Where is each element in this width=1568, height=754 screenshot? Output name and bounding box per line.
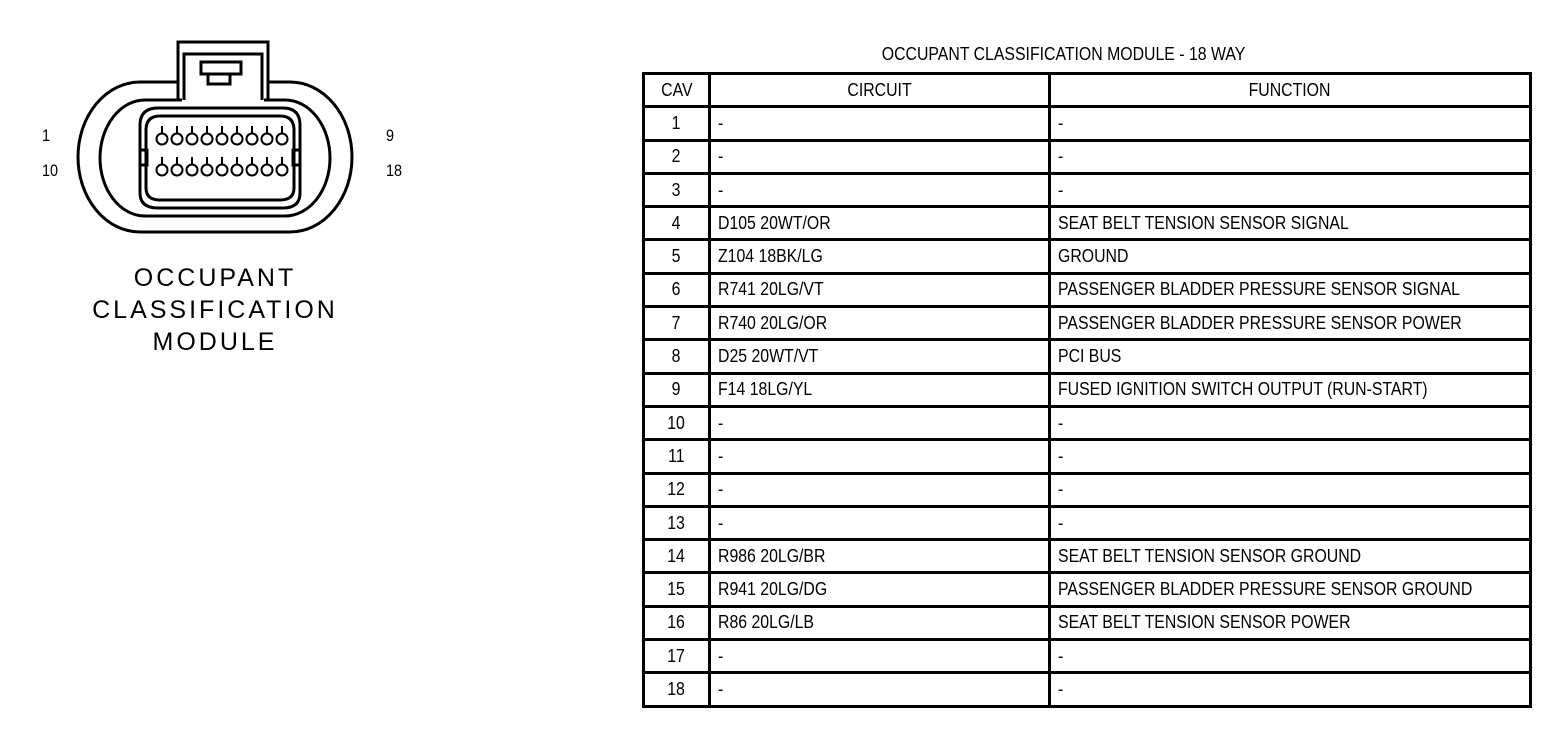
cav-cell	[644, 440, 710, 473]
function-cell-text: -	[1058, 645, 1064, 666]
header-circuit	[710, 74, 1050, 107]
circuit-cell	[710, 506, 1050, 539]
table-row	[644, 606, 1531, 639]
circuit-cell	[710, 640, 1050, 673]
cavity-housing-inner	[146, 116, 294, 200]
circuit-cell	[710, 240, 1050, 273]
pin-cavities	[157, 126, 288, 176]
cav-cell	[644, 506, 710, 539]
circuit-cell	[710, 673, 1050, 706]
cav-cell	[644, 473, 710, 506]
function-cell	[1050, 606, 1531, 639]
connector-name-line-3: MODULE	[152, 328, 278, 356]
circuit-cell	[710, 273, 1050, 306]
circuit-cell	[710, 173, 1050, 206]
function-cell-text: -	[1058, 479, 1064, 500]
cav-cell-text: 5	[672, 246, 681, 267]
table-row	[644, 573, 1531, 606]
table-title	[642, 44, 1486, 65]
table-row	[644, 640, 1531, 673]
circuit-cell-text: -	[718, 179, 724, 200]
connector-name-line-1: OCCUPANT	[133, 264, 297, 292]
pin-cavity	[232, 165, 243, 176]
cav-cell-text: 4	[672, 212, 681, 233]
pin-cavity	[262, 134, 273, 145]
circuit-cell-text: -	[718, 678, 724, 699]
cav-cell	[644, 406, 710, 439]
connector-face-diagram	[0, 0, 600, 260]
table-row	[644, 340, 1531, 373]
table-row	[644, 173, 1531, 206]
circuit-cell-text: R741 20LG/VT	[718, 279, 824, 300]
cav-cell	[644, 573, 710, 606]
function-cell-text: -	[1058, 112, 1064, 133]
cav-cell-text: 9	[672, 379, 681, 400]
circuit-cell	[710, 440, 1050, 473]
cav-cell	[644, 640, 710, 673]
table-row	[644, 406, 1531, 439]
table-row	[644, 240, 1531, 273]
circuit-cell-text: -	[718, 412, 724, 433]
function-cell-text: -	[1058, 445, 1064, 466]
connector-name	[60, 262, 370, 358]
circuit-cell-text: F14 18LG/YL	[718, 379, 813, 400]
circuit-cell	[710, 107, 1050, 140]
function-cell	[1050, 406, 1531, 439]
pin-cavity	[247, 165, 258, 176]
circuit-cell	[710, 406, 1050, 439]
table-header-row	[644, 74, 1531, 107]
function-cell-text: -	[1058, 512, 1064, 533]
latch-lock	[201, 62, 241, 74]
pin-cavity	[217, 165, 228, 176]
latch-lock-slot	[208, 74, 230, 84]
pin-cavity	[172, 134, 183, 145]
table-row	[644, 107, 1531, 140]
function-cell	[1050, 506, 1531, 539]
function-cell-text: SEAT BELT TENSION SENSOR POWER	[1058, 612, 1351, 633]
circuit-cell-text: -	[718, 146, 724, 167]
cav-cell	[644, 107, 710, 140]
cav-cell	[644, 240, 710, 273]
table-row	[644, 473, 1531, 506]
cav-cell-text: 12	[667, 479, 686, 500]
connector-name-line-2: CLASSIFICATION	[92, 296, 338, 324]
function-cell	[1050, 307, 1531, 340]
cav-cell-text: 8	[672, 346, 681, 367]
circuit-cell	[710, 540, 1050, 573]
function-cell	[1050, 173, 1531, 206]
cav-cell-text: 16	[667, 612, 686, 633]
pinout-table	[642, 72, 1532, 708]
circuit-cell-text: R86 20LG/LB	[718, 612, 814, 633]
circuit-cell-text: -	[718, 445, 724, 466]
function-cell	[1050, 140, 1531, 173]
pin-cavity	[172, 165, 183, 176]
cav-cell	[644, 273, 710, 306]
circuit-cell	[710, 207, 1050, 240]
function-cell	[1050, 540, 1531, 573]
function-cell	[1050, 673, 1531, 706]
circuit-cell	[710, 373, 1050, 406]
pin-cavity	[202, 165, 213, 176]
function-cell-text: FUSED IGNITION SWITCH OUTPUT (RUN-START)	[1058, 379, 1428, 400]
latch-tab	[178, 42, 268, 100]
circuit-cell-text: R740 20LG/OR	[718, 312, 828, 333]
table-row	[644, 540, 1531, 573]
table-row	[644, 307, 1531, 340]
circuit-cell	[710, 307, 1050, 340]
function-cell-text: PASSENGER BLADDER PRESSURE SENSOR GROUND	[1058, 579, 1473, 600]
table-row	[644, 207, 1531, 240]
pin-label-9: 9	[386, 126, 395, 145]
cav-cell	[644, 207, 710, 240]
circuit-cell	[710, 340, 1050, 373]
function-cell-text: SEAT BELT TENSION SENSOR SIGNAL	[1058, 212, 1349, 233]
table-row	[644, 140, 1531, 173]
cav-cell-text: 2	[672, 146, 681, 167]
circuit-cell	[710, 606, 1050, 639]
cav-cell	[644, 173, 710, 206]
function-cell	[1050, 373, 1531, 406]
circuit-cell-text: D105 20WT/OR	[718, 212, 831, 233]
cav-cell	[644, 307, 710, 340]
table-row	[644, 506, 1531, 539]
function-cell-text: -	[1058, 678, 1064, 699]
pin-cavity	[187, 165, 198, 176]
function-cell	[1050, 473, 1531, 506]
header-cav-text: CAV	[660, 79, 693, 100]
cav-cell-text: 11	[668, 445, 685, 466]
cav-cell-text: 10	[667, 412, 686, 433]
header-circuit-text: CIRCUIT	[847, 79, 912, 100]
pin-cavity	[202, 134, 213, 145]
function-cell	[1050, 440, 1531, 473]
pin-cavity	[217, 134, 228, 145]
cav-cell-text: 1	[672, 112, 681, 133]
function-cell-text: PASSENGER BLADDER PRESSURE SENSOR SIGNAL	[1058, 279, 1460, 300]
circuit-cell-text: R986 20LG/BR	[718, 545, 826, 566]
table-title-text: OCCUPANT CLASSIFICATION MODULE - 18 WAY	[882, 44, 1246, 64]
table-row	[644, 440, 1531, 473]
function-cell	[1050, 340, 1531, 373]
function-cell	[1050, 107, 1531, 140]
pin-label-10: 10	[42, 161, 59, 180]
pin-cavity	[157, 134, 168, 145]
function-cell-text: SEAT BELT TENSION SENSOR GROUND	[1058, 545, 1362, 566]
cav-cell-text: 6	[672, 279, 681, 300]
pin-cavity	[277, 165, 288, 176]
circuit-cell-text: -	[718, 479, 724, 500]
function-cell-text: -	[1058, 146, 1064, 167]
cav-cell-text: 13	[667, 512, 686, 533]
circuit-cell-text: Z104 18BK/LG	[718, 246, 823, 267]
circuit-cell-text: -	[718, 512, 724, 533]
cav-cell-text: 15	[667, 579, 686, 600]
circuit-cell-text: -	[718, 112, 724, 133]
cav-cell-text: 7	[672, 312, 681, 333]
pin-cavity	[262, 165, 273, 176]
function-cell	[1050, 273, 1531, 306]
circuit-cell-text: -	[718, 645, 724, 666]
cav-cell	[644, 140, 710, 173]
function-cell	[1050, 573, 1531, 606]
cav-cell-text: 14	[667, 545, 686, 566]
cav-cell	[644, 540, 710, 573]
function-cell	[1050, 640, 1531, 673]
cav-cell	[644, 340, 710, 373]
function-cell-text: -	[1058, 412, 1064, 433]
pin-cavity	[247, 134, 258, 145]
function-cell-text: PASSENGER BLADDER PRESSURE SENSOR POWER	[1058, 312, 1462, 333]
circuit-cell	[710, 473, 1050, 506]
pin-cavity	[232, 134, 243, 145]
table-row	[644, 673, 1531, 706]
function-cell	[1050, 207, 1531, 240]
pin-label-1: 1	[42, 126, 51, 145]
circuit-cell-text: R941 20LG/DG	[718, 579, 828, 600]
function-cell-text: -	[1058, 179, 1064, 200]
function-cell-text: GROUND	[1058, 246, 1129, 267]
table-body	[644, 107, 1531, 706]
cav-cell	[644, 373, 710, 406]
header-cav	[644, 74, 710, 107]
cav-cell	[644, 673, 710, 706]
cav-cell	[644, 606, 710, 639]
cav-cell-text: 18	[667, 678, 686, 699]
circuit-cell	[710, 573, 1050, 606]
circuit-cell-text: D25 20WT/VT	[718, 346, 819, 367]
function-cell-text: PCI BUS	[1058, 346, 1122, 367]
pin-label-18: 18	[386, 161, 403, 180]
pin-cavity	[187, 134, 198, 145]
function-cell	[1050, 240, 1531, 273]
circuit-cell	[710, 140, 1050, 173]
pin-cavity	[157, 165, 168, 176]
cavity-housing	[140, 108, 300, 208]
pin-cavity	[277, 134, 288, 145]
header-function	[1050, 74, 1531, 107]
table-row	[644, 273, 1531, 306]
cav-cell-text: 3	[672, 179, 681, 200]
header-function-text: FUNCTION	[1248, 79, 1331, 100]
cav-cell-text: 17	[667, 645, 686, 666]
table-row	[644, 373, 1531, 406]
